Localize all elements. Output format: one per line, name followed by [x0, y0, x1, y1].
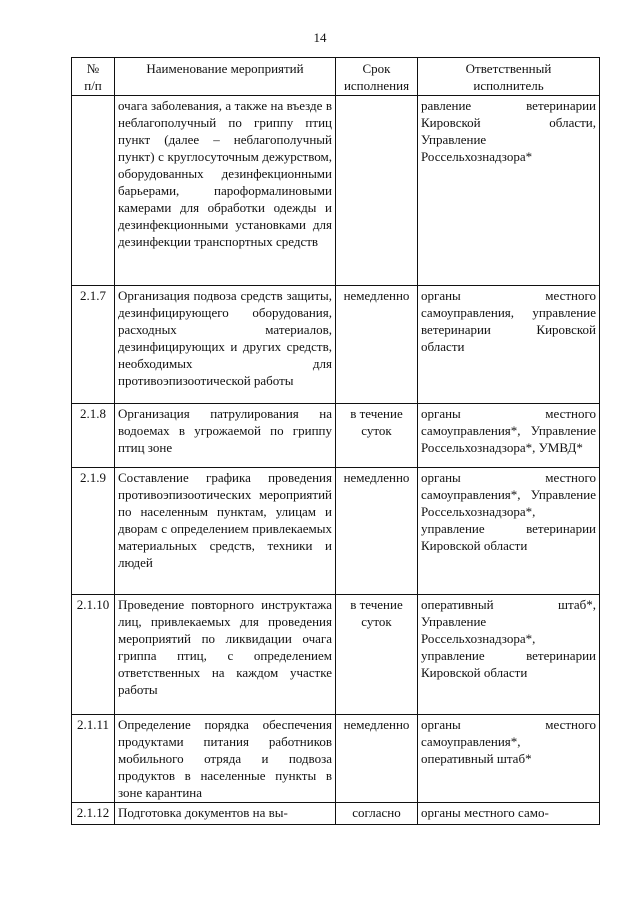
header-deadline: Срок исполнения: [336, 58, 418, 96]
row-deadline: в течение суток: [336, 595, 418, 715]
measures-table: [71, 57, 600, 825]
header-responsible: Ответственный исполнитель: [418, 58, 600, 96]
header-number: № п/п: [72, 58, 115, 96]
row-deadline: в течение суток: [336, 404, 418, 468]
row-measure-name: Организация подвоза средств защиты, дезинфицирующего оборудования, расходных материалов, дезинфицирующих и других средств, необходимых для противоэпизоотической работы: [115, 286, 336, 404]
row-responsible: равление ветеринарии Кировской области, Управление Россельхознадзора*: [418, 96, 600, 286]
row-deadline: согласно: [336, 803, 418, 825]
row-responsible: органы местного самоуправления*, Управление Россельхознадзора*, УМВД*: [418, 404, 600, 468]
row-responsible: органы местного самоуправления*, оперативный штаб*: [418, 715, 600, 803]
table-row: [72, 595, 600, 715]
table-row: [72, 468, 600, 595]
table-row: [72, 803, 600, 825]
header-measure-name: Наименование мероприятий: [115, 58, 336, 96]
row-deadline: немедленно: [336, 286, 418, 404]
table-row: [72, 96, 600, 286]
row-number: 2.1.9: [72, 468, 115, 595]
row-number: 2.1.11: [72, 715, 115, 803]
table-row: [72, 715, 600, 803]
row-number: [72, 96, 115, 286]
row-number: 2.1.8: [72, 404, 115, 468]
row-deadline: [336, 96, 418, 286]
table-header-row: [72, 58, 600, 96]
row-responsible: оперативный штаб*, Управление Россельхознадзора*, управление ветеринарии Кировской области: [418, 595, 600, 715]
row-responsible: органы местного самоуправления*, Управление Россельхознадзора*, управление ветеринарии Кировской области: [418, 468, 600, 595]
page-number: 14: [313, 30, 327, 45]
table-row: [72, 404, 600, 468]
row-number: 2.1.12: [72, 803, 115, 825]
row-measure-name: Подготовка документов на вы-: [115, 803, 336, 825]
row-measure-name: Определение порядка обеспечения продуктами питания работников мобильного отряда и подвоза продуктов в населенные пункты в зоне карантина: [115, 715, 336, 803]
row-measure-name: Организация патрулирования на водоемах в угрожаемой по гриппу птиц зоне: [115, 404, 336, 468]
row-measure-name: Составление графика проведения противоэпизоотических мероприятий по населенным пунктам, улицам и дворам с определением привлекаемых материальных средств, техники и людей: [115, 468, 336, 595]
row-measure-name: Проведение повторного инструктажа лиц, привлекаемых для проведения мероприятий по ликвидации очага гриппа птиц, с определением ответственных на каждом участке работы: [115, 595, 336, 715]
row-responsible: органы местного само-: [418, 803, 600, 825]
table-row: [72, 286, 600, 404]
row-number: 2.1.10: [72, 595, 115, 715]
row-deadline: немедленно: [336, 715, 418, 803]
row-deadline: немедленно: [336, 468, 418, 595]
row-responsible: органы местного самоуправления, управление ветеринарии Кировской области: [418, 286, 600, 404]
row-number: 2.1.7: [72, 286, 115, 404]
row-measure-name: очага заболевания, а также на въезде в неблагополучный по гриппу птиц пункт (далее – неблагополучный пункт) с круглосуточным дежурством, оборудованных дезинфекционными барьерами, пароформалиновыми камерами для обработки одежды и дезинфекционными установками для дезинфекции транспортных средств: [115, 96, 336, 286]
